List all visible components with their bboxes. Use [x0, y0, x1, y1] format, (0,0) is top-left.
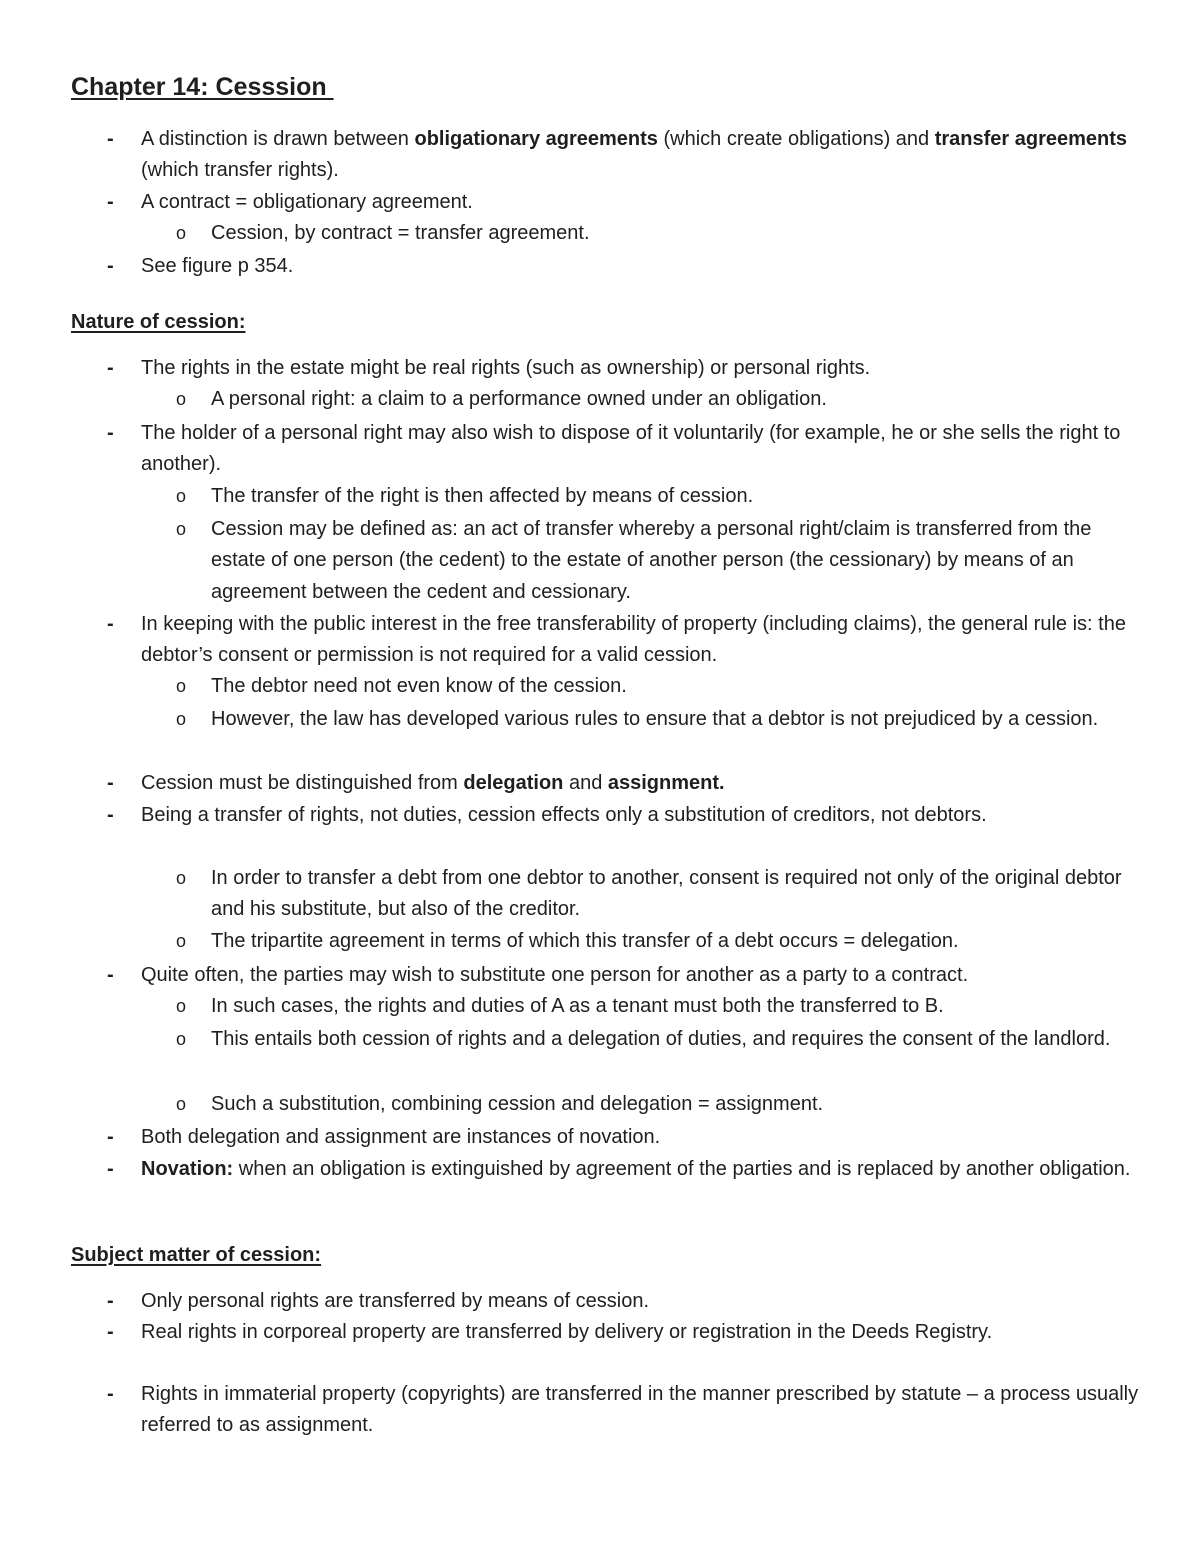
dash-bullet: -: [107, 1126, 114, 1148]
text-run: The debtor need not even know of the cession.: [211, 675, 627, 697]
text-run: In keeping with the public interest in the free transferability of property (including claims), the general rule is: the debtor’s consent or permission is not required for a valid cession.: [141, 613, 1126, 667]
text-run: (which transfer rights).: [141, 159, 339, 182]
section-heading: Subject matter of cession:: [71, 1244, 322, 1266]
circle-bullet: o: [176, 486, 187, 506]
sub-list-item: [176, 671, 1141, 702]
text-run: Cession may be defined as: an act of transfer whereby a personal right/claim is transferred from the estate of one person (the cedent) to the estate of another person (the cessionary) by means of an agreement between the cedent and cessionary.: [211, 518, 1092, 603]
text-run: However, the law has developed various rules to ensure that a debtor is not prejudiced by a cession.: [211, 708, 1099, 730]
text-run: In such cases, the rights and duties of A as a tenant must both the transferred to B.: [211, 995, 944, 1017]
sub-list-item: [176, 863, 1141, 926]
sub-list-item: [176, 384, 1141, 415]
text-run: This entails both cession of rights and a delegation of duties, and requires the consent of the landlord.: [211, 1028, 1111, 1050]
list-item: [107, 1154, 1141, 1185]
dash-bullet: -: [107, 964, 114, 986]
text-run: Being a transfer of rights, not duties, cession effects only a substitution of creditors, not debtors.: [141, 804, 987, 826]
list-item: [107, 768, 1141, 799]
list-item: [107, 800, 1141, 831]
text-run: A personal right: a claim to a performance owned under an obligation.: [211, 388, 827, 410]
list-item: [107, 124, 1141, 187]
dash-bullet: -: [107, 1290, 114, 1312]
text-run: Cession must be distinguished from: [141, 772, 464, 794]
text-run: Real rights in corporeal property are transferred by delivery or registration in the Deeds Registry.: [141, 1321, 993, 1343]
text-run: A distinction is drawn between: [141, 128, 415, 150]
dash-bullet: -: [107, 128, 114, 150]
bold-term: assignment.: [607, 772, 725, 794]
circle-bullet: o: [176, 868, 187, 888]
text-run: A contract = obligationary agreement.: [141, 191, 473, 213]
circle-bullet: o: [176, 709, 187, 729]
dash-bullet: -: [107, 804, 114, 826]
text-run: In order to transfer a debt from one debtor to another, consent is required not only of the original debtor and his substitute, but also of the creditor.: [211, 867, 1122, 921]
sub-list-item: [176, 1024, 1141, 1055]
text-run: Both delegation and assignment are instances of novation.: [141, 1126, 661, 1148]
list-item: [107, 1379, 1141, 1442]
circle-bullet: o: [176, 1029, 187, 1049]
sub-list-item: [176, 1089, 1141, 1120]
list-item: [107, 1286, 1141, 1317]
dash-bullet: -: [107, 613, 114, 635]
dash-bullet: -: [107, 422, 114, 444]
list-item: [107, 1317, 1141, 1348]
list-item: [107, 1122, 1141, 1153]
circle-bullet: o: [176, 676, 187, 696]
text-run: The rights in the estate might be real rights (such as ownership) or personal rights.: [141, 357, 871, 379]
sub-list-item: [176, 926, 1141, 957]
dash-bullet: -: [107, 1383, 114, 1405]
text-run: The holder of a personal right may also wish to dispose of it voluntarily (for example, he or she sells the right to another).: [141, 422, 1121, 476]
section-heading: Nature of cession:: [71, 311, 246, 333]
list-item: [107, 609, 1141, 672]
dash-bullet: -: [107, 1158, 114, 1180]
sub-list-item: [176, 704, 1141, 735]
dash-bullet: -: [107, 1321, 114, 1343]
dash-bullet: -: [107, 357, 114, 379]
dash-bullet: -: [107, 772, 114, 794]
text-run: Cession, by contract = transfer agreement.: [211, 222, 590, 244]
text-run: when an obligation is extinguished by agreement of the parties and is replaced by another obligation.: [233, 1158, 1131, 1180]
circle-bullet: o: [176, 931, 187, 951]
list-item: [107, 960, 1141, 991]
list-item: [107, 418, 1141, 481]
text-run: Quite often, the parties may wish to substitute one person for another as a party to a contract.: [141, 964, 969, 986]
list-item: [107, 187, 1141, 218]
sub-list-item: [176, 991, 1141, 1022]
circle-bullet: o: [176, 1094, 187, 1114]
bold-term: transfer agreements: [934, 128, 1128, 150]
bold-term: obligationary agreements: [414, 128, 658, 150]
list-item: [107, 353, 1141, 384]
sub-list-item: [176, 481, 1141, 512]
circle-bullet: o: [176, 519, 187, 539]
sub-list-item: [176, 218, 1141, 249]
dash-bullet: -: [107, 255, 114, 277]
text-run: Such a substitution, combining cession and delegation = assignment.: [211, 1093, 824, 1115]
text-run: The transfer of the right is then affected by means of cession.: [211, 485, 754, 507]
chapter-title: Chapter 14: Cesssion: [71, 73, 334, 101]
circle-bullet: o: [176, 996, 187, 1016]
text-run: The tripartite agreement in terms of which this transfer of a debt occurs = delegation.: [211, 930, 959, 952]
circle-bullet: o: [176, 389, 187, 409]
bold-term: delegation: [463, 772, 564, 794]
text-run: (which create obligations) and: [657, 128, 935, 150]
text-run: and: [563, 772, 608, 794]
list-item: [107, 251, 1141, 282]
text-run: Only personal rights are transferred by means of cession.: [141, 1290, 650, 1312]
text-run: See figure p 354.: [141, 255, 294, 277]
dash-bullet: -: [107, 191, 114, 213]
text-run: Rights in immaterial property (copyrights) are transferred in the manner prescribed by statute – a process usually referred to as assignment.: [141, 1383, 1139, 1437]
circle-bullet: o: [176, 223, 187, 243]
sub-list-item: [176, 514, 1141, 608]
bold-term: Novation:: [141, 1158, 234, 1180]
